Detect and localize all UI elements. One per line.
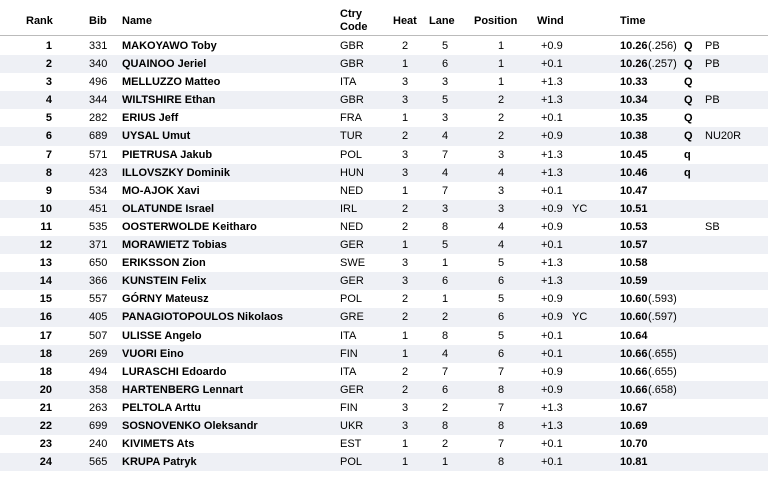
table-row [0,218,768,236]
cell-time: 10.47 [620,184,648,197]
cell-time: 10.70 [620,438,648,451]
cell-bib: 282 [89,112,108,125]
table-row [0,55,768,73]
cell-heat: 1 [402,239,409,252]
cell-time: 10.64 [620,329,648,342]
cell-lane: 2 [442,438,449,451]
cell-bib: 423 [89,166,108,179]
cell-name: ERIKSSON Zion [122,257,206,270]
cell-name: PANAGIOTOPOULOS Nikolaos [122,311,283,324]
cell-name: LURASCHI Edoardo [122,365,227,378]
cell-q: Q [684,40,693,52]
table-row [0,435,768,453]
cell-lane: 2 [442,401,449,414]
cell-name: KIVIMETS Ats [122,438,195,451]
cell-time: 10.26 [620,40,648,52]
cell-wind: +0.9 [541,365,563,378]
cell-name: VUORI Eino [122,347,184,360]
cell-q: Q [684,76,693,89]
cell-wind: +0.9 [541,311,563,324]
cell-name: PIETRUSA Jakub [122,148,213,161]
cell-time: 10.60 [620,293,648,306]
cell-lane: 1 [442,456,449,469]
cell-heat: 1 [402,347,409,360]
cell-name: MORAWIETZ Tobias [122,239,227,252]
cell-bib: 565 [89,456,108,469]
table-row [0,327,768,345]
cell-rank: 20 [39,383,52,396]
header-bib: Bib [89,15,107,27]
cell-lane: 1 [442,257,449,270]
cell-pos: 6 [498,311,505,324]
cell-name: PELTOLA Arttu [122,401,201,414]
cell-heat: 1 [402,456,409,469]
cell-lane: 7 [442,148,449,161]
cell-rank: 11 [40,220,52,233]
table-row [0,164,768,182]
cell-bib: 699 [89,419,108,432]
cell-lane: 6 [442,383,449,396]
header-lane: Lane [429,15,455,27]
table-row [0,381,768,399]
cell-pos: 8 [498,456,505,469]
table-row [0,417,768,435]
cell-wind: +0.1 [541,184,563,197]
cell-lane: 3 [442,76,449,89]
cell-bib: 358 [89,383,108,396]
cell-time: 10.67 [620,401,648,414]
cell-wind: +1.3 [541,257,563,270]
cell-lane: 6 [442,275,449,288]
cell-wind: +0.1 [541,456,563,469]
cell-rank: 5 [45,112,52,125]
cell-pos: 7 [498,365,505,378]
cell-lane: 5 [442,94,449,107]
cell-ctry: ITA [340,365,357,378]
cell-lane: 4 [442,347,449,360]
cell-ctry: GBR [340,94,364,107]
cell-q: q [684,148,691,161]
cell-lane: 8 [442,329,449,342]
cell-time: 10.34 [620,94,648,107]
cell-time: 10.26 [620,58,648,71]
cell-time: 10.60 [620,311,648,324]
cell-rec: PB [705,58,720,71]
table-row [0,254,768,272]
cell-heat: 3 [402,275,409,288]
cell-heat: 3 [402,76,409,89]
cell-flag: YC [572,202,588,215]
cell-time: 10.66 [620,383,648,396]
header-name: Name [122,15,152,27]
cell-name: OLATUNDE Israel [122,202,215,215]
cell-bib: 496 [89,76,108,89]
cell-lane: 1 [442,293,449,306]
header-ctry [340,8,368,34]
cell-rank: 18 [39,365,52,378]
cell-tb: (.658) [648,383,677,396]
cell-pos: 1 [498,58,505,71]
cell-bib: 650 [89,257,108,270]
table-row [0,345,768,363]
table-row [0,272,768,290]
cell-ctry: EST [340,438,362,451]
cell-lane: 3 [442,202,449,215]
cell-heat: 3 [402,401,409,414]
cell-name: ILLOVSZKY Dominik [122,166,230,179]
cell-rank: 9 [45,184,52,197]
cell-heat: 2 [402,311,409,324]
table-row [0,308,768,326]
header-time: Time [620,15,646,27]
cell-wind: +0.1 [541,329,563,342]
cell-time: 10.59 [620,275,648,288]
table-row [0,363,768,381]
cell-ctry: UKR [340,419,364,432]
cell-pos: 4 [498,220,505,233]
cell-ctry: IRL [340,202,358,215]
cell-pos: 1 [498,40,505,52]
cell-bib: 535 [89,220,108,233]
cell-heat: 2 [402,130,409,143]
cell-rank: 21 [39,401,52,414]
table-row [0,453,768,471]
cell-heat: 1 [402,58,409,71]
cell-pos: 2 [498,94,505,107]
cell-bib: 331 [89,40,108,52]
cell-bib: 240 [89,438,108,451]
header-heat: Heat [393,15,417,27]
cell-ctry: FRA [340,112,362,125]
cell-name: ERIUS Jeff [122,112,179,125]
cell-rank: 7 [45,148,52,161]
cell-lane: 4 [442,166,449,179]
cell-pos: 4 [498,239,505,252]
cell-tb: (.256) [648,40,677,52]
cell-heat: 3 [402,166,409,179]
cell-rank: 22 [39,419,52,432]
cell-wind: +0.1 [541,239,563,252]
cell-wind: +0.1 [541,58,563,71]
cell-name: MAKOYAWO Toby [122,40,217,52]
cell-heat: 3 [402,94,409,107]
cell-wind: +1.3 [541,419,563,432]
cell-time: 10.57 [620,239,648,252]
cell-time: 10.35 [620,112,648,125]
cell-wind: +1.3 [541,275,563,288]
cell-name: OOSTERWOLDE Keitharo [122,220,257,233]
cell-ctry: TUR [340,130,363,143]
cell-rank: 6 [45,130,52,143]
cell-pos: 6 [498,347,505,360]
cell-wind: +0.9 [541,130,563,143]
cell-time: 10.81 [620,456,648,469]
cell-wind: +0.9 [541,220,563,233]
cell-heat: 1 [402,438,409,451]
cell-lane: 2 [442,311,449,324]
cell-heat: 3 [402,148,409,161]
cell-bib: 451 [89,202,108,215]
cell-bib: 366 [89,275,108,288]
cell-rank: 3 [45,76,52,89]
cell-bib: 571 [89,148,108,161]
header-divider [0,35,768,36]
table-row [0,290,768,308]
table-row [0,127,768,145]
cell-q: Q [684,112,693,125]
header-wind: Wind [537,15,564,27]
cell-wind: +1.3 [541,148,563,161]
cell-heat: 2 [402,202,409,215]
cell-ctry: GER [340,239,364,252]
cell-q: Q [684,130,693,143]
cell-rec: SB [705,220,720,233]
cell-heat: 1 [402,329,409,342]
cell-heat: 1 [402,112,409,125]
cell-lane: 4 [442,130,449,143]
cell-lane: 7 [442,184,449,197]
cell-name: WILTSHIRE Ethan [122,94,216,107]
cell-lane: 6 [442,58,449,71]
cell-time: 10.66 [620,365,648,378]
cell-rec: NU20R [705,130,742,143]
cell-wind: +1.3 [541,94,563,107]
cell-time: 10.66 [620,347,648,360]
cell-wind: +0.1 [541,112,563,125]
table-row [0,91,768,109]
cell-lane: 5 [442,40,449,52]
cell-time: 10.38 [620,130,648,143]
results-table-body [0,37,768,471]
cell-time: 10.58 [620,257,648,270]
cell-ctry: GBR [340,58,364,71]
cell-ctry: ITA [340,329,357,342]
cell-time: 10.53 [620,220,648,233]
cell-bib: 263 [89,401,108,414]
cell-ctry: FIN [340,347,358,360]
cell-lane: 8 [442,419,449,432]
cell-ctry: ITA [340,76,357,89]
cell-rank: 16 [39,311,52,324]
cell-wind: +1.3 [541,76,563,89]
cell-lane: 5 [442,239,449,252]
cell-q: q [684,166,691,179]
cell-rank: 13 [39,257,52,270]
cell-tb: (.593) [648,293,677,306]
cell-heat: 3 [402,257,409,270]
results-table-header [0,0,768,34]
cell-pos: 5 [498,257,505,270]
cell-ctry: GER [340,275,364,288]
cell-wind: +1.3 [541,401,563,414]
cell-rank: 24 [39,456,52,469]
cell-ctry: GER [340,383,364,396]
cell-q: Q [684,94,693,107]
cell-rank: 2 [45,58,52,71]
cell-name: SOSNOVENKO Oleksandr [122,419,258,432]
table-row [0,146,768,164]
cell-pos: 2 [498,130,505,143]
cell-pos: 3 [498,148,505,161]
cell-wind: +0.9 [541,293,563,306]
cell-wind: +1.3 [541,166,563,179]
header-ctry-line2: Code [340,21,368,33]
cell-pos: 4 [498,166,505,179]
cell-name: MO-AJOK Xavi [122,184,200,197]
cell-bib: 689 [89,130,108,143]
cell-bib: 405 [89,311,108,324]
cell-name: HARTENBERG Lennart [122,383,244,396]
cell-rank: 14 [39,275,52,288]
cell-bib: 269 [89,347,108,360]
cell-tb: (.597) [648,311,677,324]
cell-wind: +0.9 [541,383,563,396]
cell-wind: +0.9 [541,40,563,52]
cell-bib: 534 [89,184,108,197]
cell-bib: 340 [89,58,108,71]
cell-bib: 557 [89,293,108,306]
cell-ctry: HUN [340,166,364,179]
cell-heat: 2 [402,220,409,233]
cell-pos: 7 [498,401,505,414]
cell-rank: 23 [39,438,52,451]
cell-heat: 2 [402,40,409,52]
header-rank: Rank [26,15,53,27]
header-position: Position [474,15,518,27]
cell-heat: 2 [402,365,409,378]
cell-name: MELLUZZO Matteo [122,76,221,89]
table-row [0,182,768,200]
cell-bib: 507 [89,329,108,342]
cell-ctry: GBR [340,40,364,52]
cell-heat: 1 [402,184,409,197]
cell-rank: 8 [45,166,52,179]
cell-heat: 3 [402,419,409,432]
cell-tb: (.655) [648,365,677,378]
table-row [0,399,768,417]
cell-name: GÓRNY Mateusz [122,293,209,306]
cell-pos: 5 [498,293,505,306]
cell-pos: 7 [498,438,505,451]
cell-bib: 371 [89,239,108,252]
cell-wind: +0.1 [541,438,563,451]
table-row [0,109,768,127]
cell-rec: PB [705,94,720,107]
cell-pos: 5 [498,329,505,342]
cell-heat: 2 [402,383,409,396]
cell-bib: 344 [89,94,108,107]
cell-time: 10.51 [620,202,648,215]
cell-bib: 494 [89,365,108,378]
cell-ctry: POL [340,456,363,469]
cell-rank: 12 [39,239,52,252]
cell-rank: 15 [39,293,52,306]
table-row [0,37,768,55]
cell-ctry: SWE [340,257,366,270]
cell-lane: 8 [442,220,449,233]
cell-heat: 2 [402,293,409,306]
cell-name: QUAINOO Jeriel [122,58,207,71]
table-row [0,200,768,218]
cell-time: 10.33 [620,76,648,89]
cell-pos: 3 [498,202,505,215]
cell-name: KRUPA Patryk [122,456,197,469]
cell-pos: 1 [498,76,505,89]
cell-pos: 8 [498,383,505,396]
cell-ctry: NED [340,184,364,197]
cell-pos: 6 [498,275,505,288]
cell-pos: 2 [498,112,505,125]
cell-ctry: FIN [340,401,358,414]
cell-name: KUNSTEIN Felix [122,275,207,288]
cell-time: 10.46 [620,166,648,179]
cell-lane: 7 [442,365,449,378]
table-row [0,236,768,254]
cell-wind: +0.9 [541,202,563,215]
cell-pos: 8 [498,419,505,432]
cell-rank: 1 [45,40,52,52]
cell-wind: +0.1 [541,347,563,360]
cell-rank: 18 [39,347,52,360]
cell-pos: 3 [498,184,505,197]
cell-lane: 3 [442,112,449,125]
cell-flag: YC [572,311,588,324]
cell-q: Q [684,58,693,71]
cell-rank: 17 [39,329,52,342]
header-ctry-line1: Ctry [340,8,363,20]
cell-time: 10.69 [620,419,648,432]
cell-ctry: GRE [340,311,364,324]
cell-tb: (.655) [648,347,677,360]
cell-tb: (.257) [648,58,677,71]
cell-name: ULISSE Angelo [122,329,202,342]
cell-ctry: POL [340,148,363,161]
cell-rec: PB [705,40,720,52]
cell-time: 10.45 [620,148,648,161]
cell-rank: 4 [45,94,52,107]
cell-name: UYSAL Umut [122,130,191,143]
table-row [0,73,768,91]
cell-ctry: NED [340,220,364,233]
cell-rank: 10 [39,202,52,215]
cell-ctry: POL [340,293,363,306]
